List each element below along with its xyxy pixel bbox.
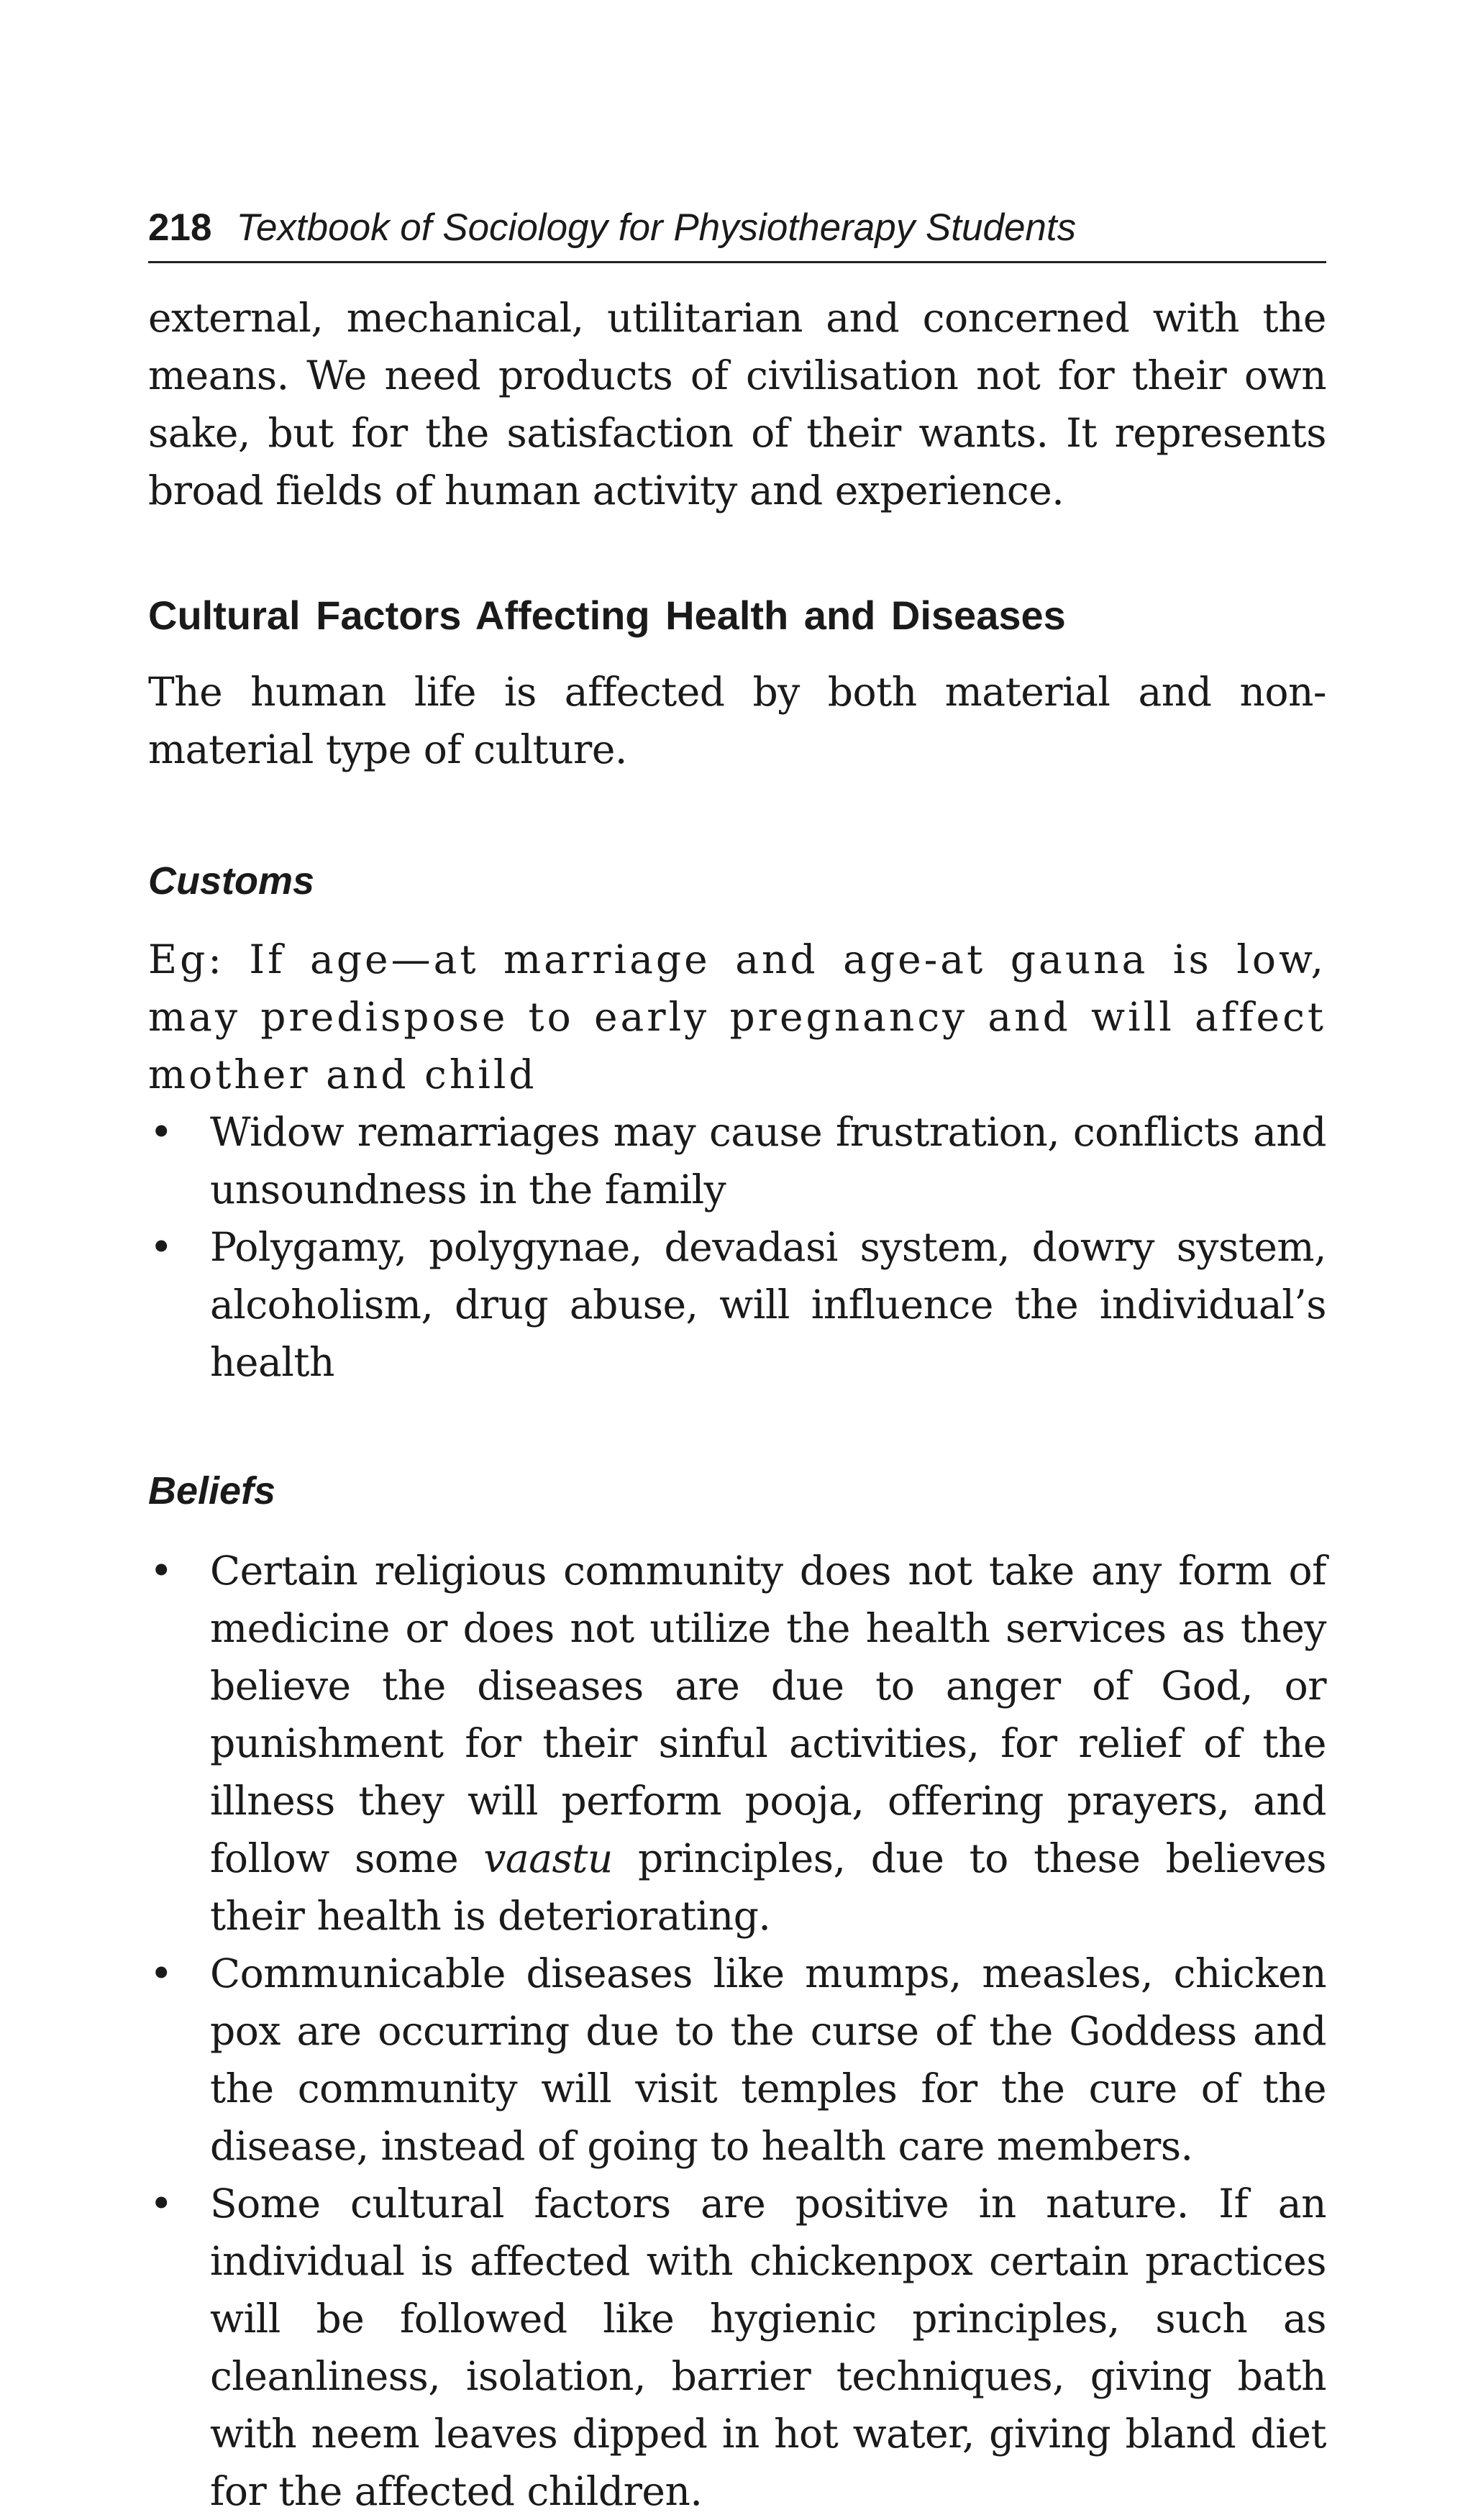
running-header — [148, 206, 1326, 263]
section-intro-paragraph: The human life is affected by both material and non-material type of culture. — [148, 669, 1326, 772]
customs-bullet-list — [148, 1103, 1326, 1391]
book-title: Textbook of Sociology for Physiotherapy Students — [236, 206, 1077, 249]
customs-subheading: Customs — [148, 859, 315, 903]
beliefs-bullet-item — [148, 1542, 1326, 1945]
customs-example: Eg: If age—at marriage and age-at gauna is low, may predispose to early pregnancy and will affect mother and child — [148, 936, 1326, 1097]
beliefs-bullet-list — [148, 1542, 1326, 2520]
book-page — [148, 206, 1326, 2520]
customs-bullet-item: • Polygamy, polygynae, devadasi system, dowry system, alcoholism, drug abuse, will influence the individual’s health — [148, 1218, 1326, 1391]
beliefs-bullet-text: Certain religious community does not take any form of medicine or does not utilize the health services as they believe the diseases are due to anger of God, or punishment for their sinful activities, for relief of the illness they will perform pooja, offering prayers, and follow some — [210, 1548, 1326, 1881]
beliefs-bullet-item: • Communicable diseases like mumps, measles, chicken pox are occurring due to the curse of the Goddess and the community will visit temples for the cure of the disease, instead of going to health care members. — [148, 1945, 1326, 2175]
vaastu-term: vaastu — [483, 1835, 613, 1881]
beliefs-bullet-text-end: principles, due to these believes their health is deteriorating. — [210, 1835, 1326, 1939]
beliefs-subheading: Beliefs — [148, 1469, 276, 1512]
customs-bullet-item: • Widow remarriages may cause frustration, conflicts and unsoundness in the family — [148, 1103, 1326, 1218]
beliefs-bullet-item: • Some cultural factors are positive in nature. If an individual is affected with chickenpox certain practices will be followed like hygienic principles, such as cleanliness, isolation, barrier techniques, giving bath with neem leaves dipped in hot water, giving bland diet for the affected children. — [148, 2175, 1326, 2520]
intro-paragraph: external, mechanical, utilitarian and concerned with the means. We need products of civilisation not for their own sake, but for the satisfaction of their wants. It represents broad fields of human activity and experience. — [148, 295, 1326, 513]
section-heading: Cultural Factors Affecting Health and Diseases — [148, 593, 1066, 638]
page-number: 218 — [148, 206, 212, 249]
